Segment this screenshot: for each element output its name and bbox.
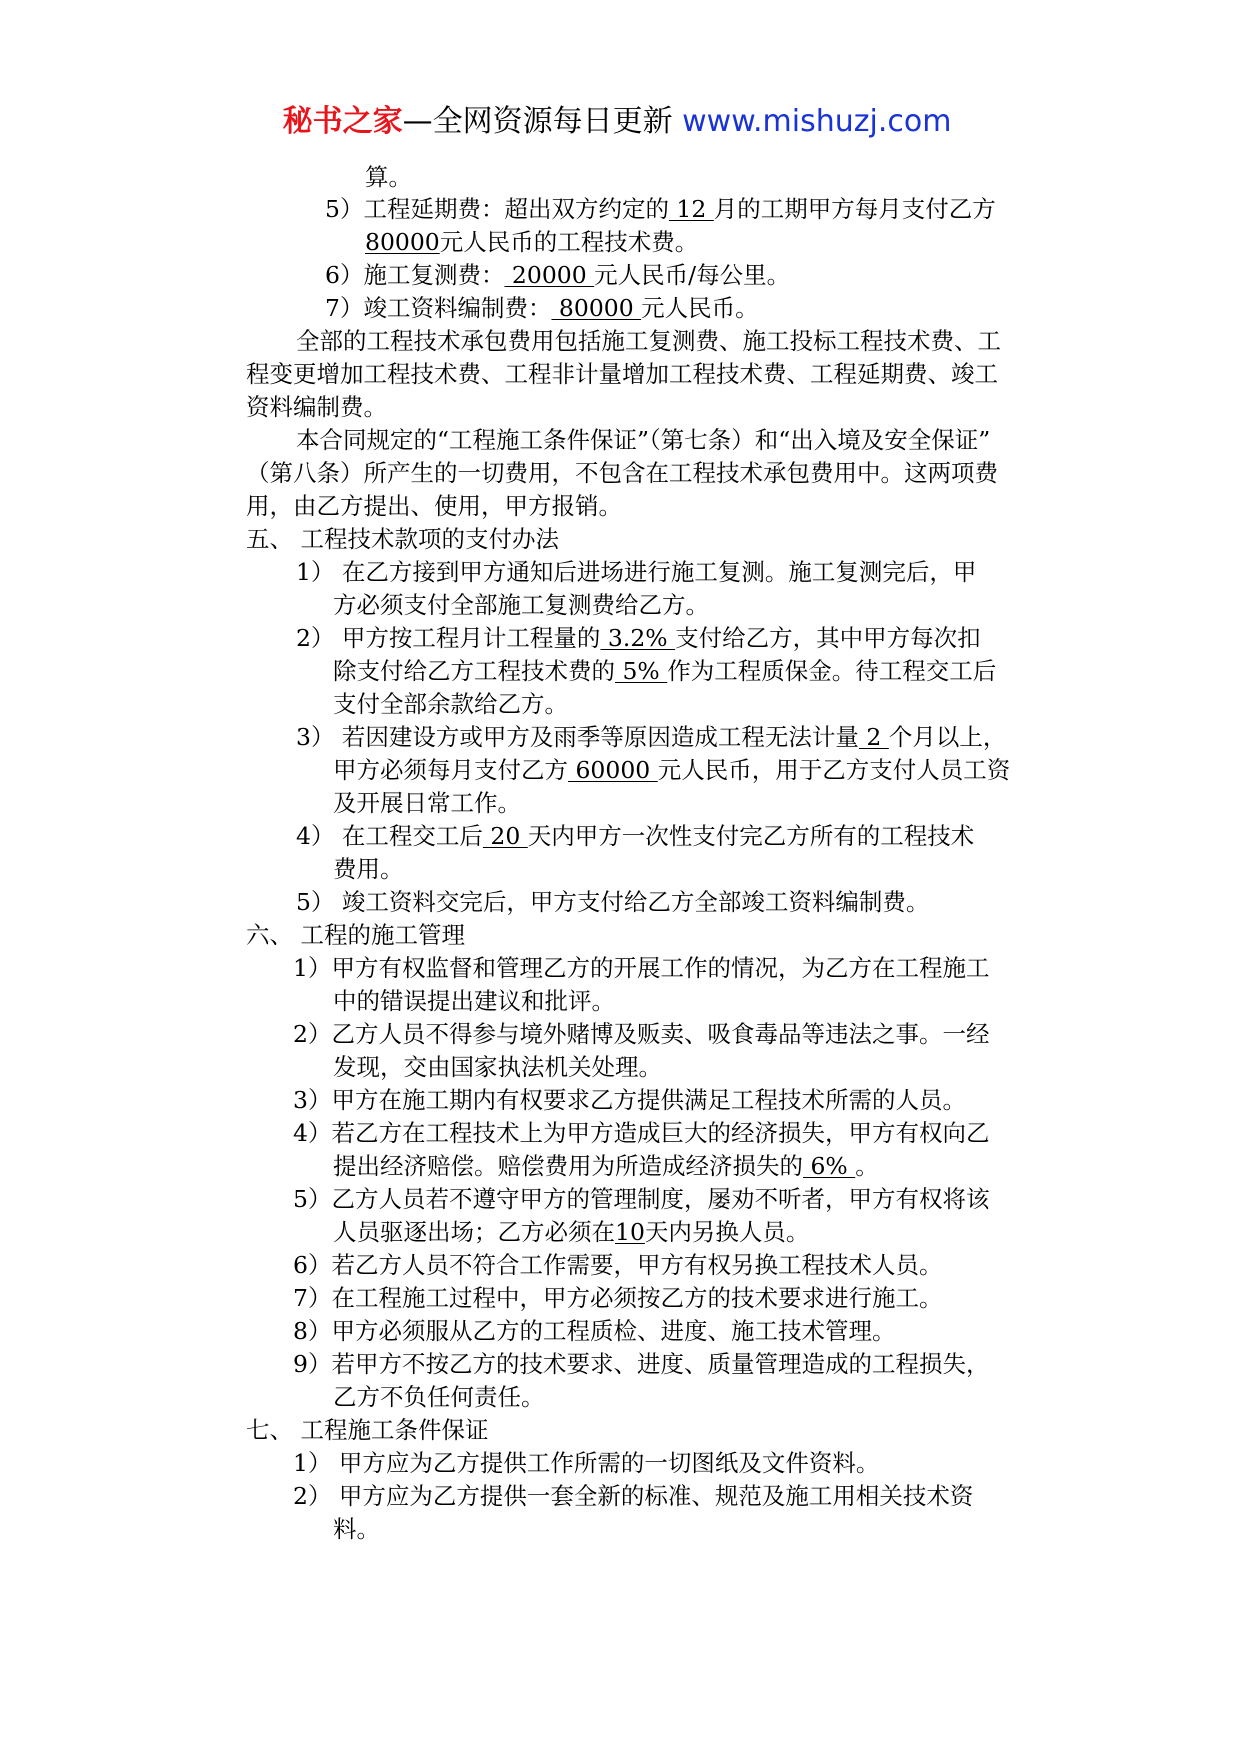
line-text: 1） 在乙方接到甲方通知后进场进行施工复测。施工复测完后，甲 [296,558,977,586]
document-line [246,489,622,523]
header-brand: 秘书之家 [282,104,403,139]
document-line [325,291,759,325]
line-text: 2）乙方人员不得参与境外赌博及贩卖、吸食毒品等违法之事。一经 [293,1020,990,1048]
line-text: 4）若乙方在工程技术上为甲方造成巨大的经济损失，甲方有权向乙 [293,1119,990,1147]
document-line [293,1083,966,1117]
document-line [293,1116,989,1150]
filled-blank: 5% [615,657,668,685]
line-text: 支付给乙方，其中甲方每次扣 [675,624,981,652]
line-text: 五、 工程技术款项的支付办法 [246,525,559,553]
line-text: 程变更增加工程技术费、工程非计量增加工程技术费、工程延期费、竣工 [246,360,998,388]
line-text: 天内甲方一次性支付完乙方所有的工程技术 [527,822,975,850]
line-text: 算。 [365,163,412,191]
line-text: 月的工期甲方每月支付乙方 [713,195,996,223]
line-text: 5）乙方人员若不遵守甲方的管理制度，屡劝不听者，甲方有权将该 [293,1185,990,1213]
line-text: 个月以上， [888,723,1007,751]
document-line [296,819,974,853]
document-line [365,160,412,194]
document-line [293,1281,942,1315]
filled-blank: 20 [482,822,528,850]
filled-blank: 10 [615,1218,645,1246]
document-line [293,1479,973,1513]
line-text: 六、 工程的施工管理 [246,921,465,949]
line-text: 9）若甲方不按乙方的技术要求、进度、质量管理造成的工程损失， [293,1350,990,1378]
line-text: 本合同规定的“工程施工条件保证”（第七条）和“出入境及安全保证” [296,426,991,454]
line-text: 元人民币/每公里。 [594,261,791,289]
document-line [333,1512,380,1546]
header-url-link[interactable]: www.mishuzj.com [682,104,952,139]
line-text: 除支付给乙方工程技术费的 [333,657,615,685]
filled-blank: 3.2% [600,624,676,652]
document-line [333,687,568,721]
filled-blank: 12 [668,195,714,223]
line-text: 元人民币的工程技术费。 [439,228,699,256]
line-text: 全部的工程技术承包费用包括施工复测费、施工投标工程技术费、工 [296,327,1001,355]
line-text: 资料编制费。 [246,393,387,421]
document-line [296,720,1006,754]
line-text: 7）竣工资料编制费： [325,294,552,322]
document-line [365,225,698,259]
document-line [293,1182,989,1216]
line-text: 5） 竣工资料交完后，甲方支付给乙方全部竣工资料编制费。 [296,888,930,916]
document-line [246,357,998,391]
line-text: 甲方必须每月支付乙方 [333,756,568,784]
line-text: 提出经济赔偿。赔偿费用为所造成经济损失的 [333,1152,803,1180]
document-line [293,1446,879,1480]
line-text: 料。 [333,1515,380,1543]
line-text: 3） 若因建设方或甲方及雨季等原因造成工程无法计量 [296,723,859,751]
document-line [296,885,929,919]
line-text: 。 [855,1152,879,1180]
filled-blank: 6% [803,1152,856,1180]
line-text: 作为工程质保金。待工程交工后 [667,657,997,685]
document-line [296,324,1001,358]
document-line [333,852,404,886]
document-line [333,786,521,820]
line-text: 1） 甲方应为乙方提供工作所需的一切图纸及文件资料。 [293,1449,880,1477]
document-line [333,588,709,622]
filled-blank: 20000 [504,261,595,289]
line-text: （第八条）所产生的一切费用，不包含在工程技术承包费用中。这两项费 [246,459,998,487]
line-text: 中的错误提出建议和批评。 [333,987,615,1015]
document-line [296,423,990,457]
filled-blank: 60000 [568,756,658,784]
document-line [333,1050,662,1084]
document-line [293,1347,989,1381]
document-line [293,951,989,985]
document-line [293,1248,942,1282]
document-line [246,456,998,490]
header-slogan: —全网资源每日更新 [402,104,673,139]
document-line [333,1149,879,1183]
line-text: 3）甲方在施工期内有权要求乙方提供满足工程技术所需的人员。 [293,1086,966,1114]
line-text: 5）工程延期费：超出双方约定的 [325,195,669,223]
line-text: 发现，交由国家执法机关处理。 [333,1053,662,1081]
document-line [246,522,559,556]
line-text: 2） 甲方按工程月计工程量的 [296,624,601,652]
line-text: 乙方不负任何责任。 [333,1383,545,1411]
filled-blank: 80000 [551,294,642,322]
document-line [333,1215,809,1249]
line-text: 方必须支付全部施工复测费给乙方。 [333,591,709,619]
line-text: 6）若乙方人员不符合工作需要，甲方有权另换工程技术人员。 [293,1251,943,1279]
filled-blank: 2 [858,723,889,751]
line-text: 4） 在工程交工后 [296,822,483,850]
line-text: 天内另换人员。 [644,1218,810,1246]
document-line [296,555,976,589]
line-text: 2） 甲方应为乙方提供一套全新的标准、规范及施工用相关技术资 [293,1482,974,1510]
line-text: 及开展日常工作。 [333,789,521,817]
document-line [293,1314,895,1348]
document-line [246,918,465,952]
document-line [325,258,790,292]
line-text: 元人民币，用于乙方支付人员工资 [657,756,1011,784]
document-line [333,1380,545,1414]
document-line [325,192,996,226]
line-text: 人员驱逐出场；乙方必须在 [333,1218,615,1246]
line-text: 1）甲方有权监督和管理乙方的开展工作的情况，为乙方在工程施工 [293,954,990,982]
site-header [0,100,1234,144]
document-line [333,984,615,1018]
line-text: 7）在工程施工过程中，甲方必须按乙方的技术要求进行施工。 [293,1284,943,1312]
line-text: 支付全部余款给乙方。 [333,690,568,718]
line-text: 6）施工复测费： [325,261,505,289]
document-line [296,621,981,655]
filled-blank: 80000 [365,228,440,256]
document-line [246,1413,488,1447]
document-line [333,753,1010,787]
document-line [246,390,387,424]
document-line [293,1017,989,1051]
line-text: 元人民币。 [641,294,759,322]
line-text: 七、 工程施工条件保证 [246,1416,489,1444]
line-text: 8）甲方必须服从乙方的工程质检、进度、施工技术管理。 [293,1317,896,1345]
line-text: 费用。 [333,855,404,883]
line-text: 用，由乙方提出、使用，甲方报销。 [246,492,622,520]
document-line [333,654,996,688]
